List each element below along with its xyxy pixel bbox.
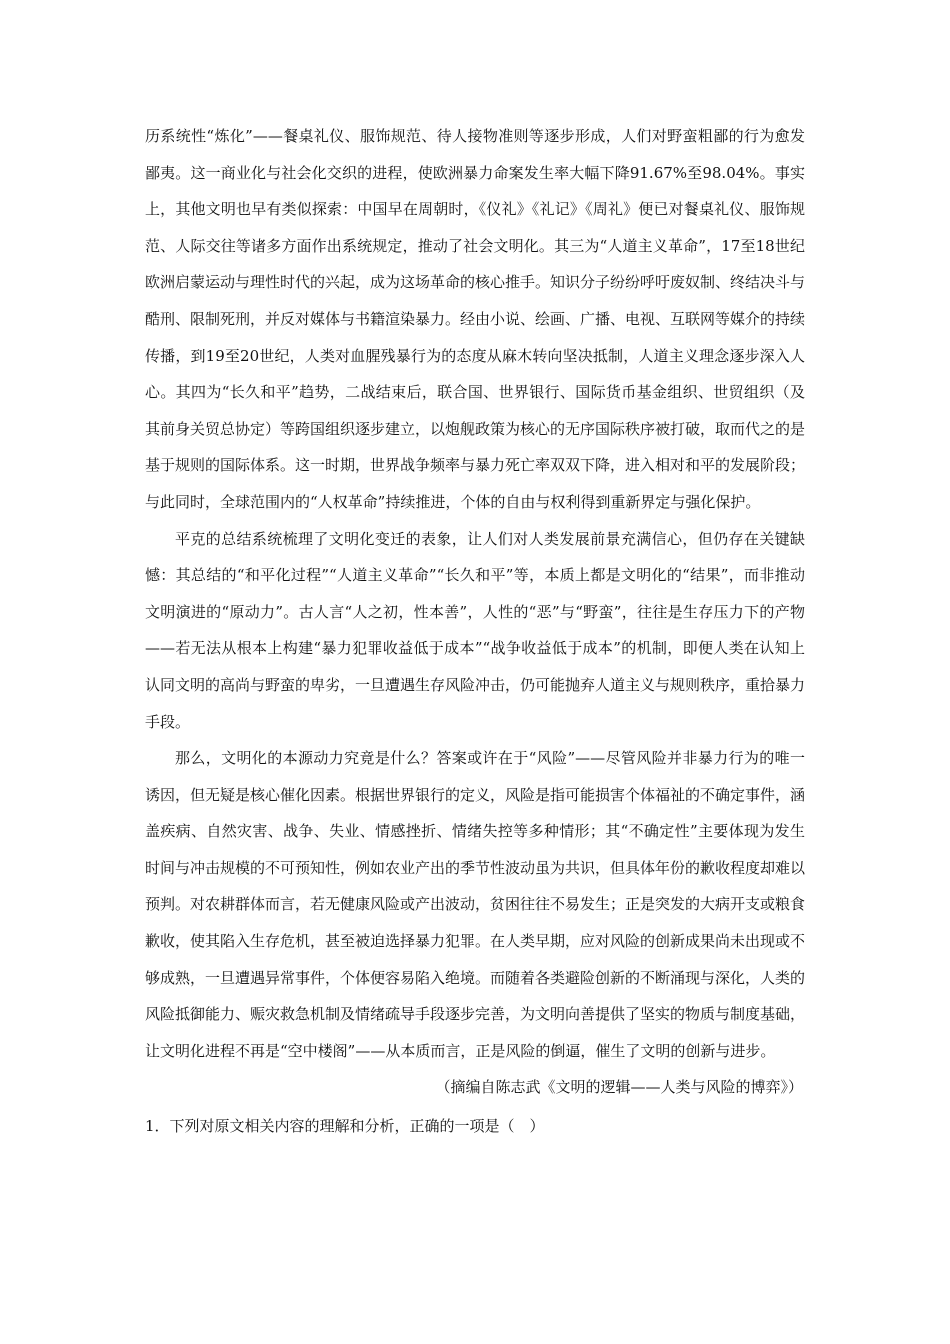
source-citation: （摘编自陈志武《文明的逻辑——人类与风险的博弈》） <box>435 1078 803 1097</box>
question-1: 1．下列对原文相关内容的理解和分析，正确的一项是（ ） <box>145 1117 545 1136</box>
paragraph-2: 平克的总结系统梳理了文明化变迁的表象，让人们对人类发展前景充满信心，但仍存在关键缺憾：其总结的“和平化过程”“人道主义革命”“长久和平”等，本质上都是文明化的“结果”，而非推动文明演进的“原动力”。古人言“人之初，性本善”，人性的“恶”与“野蛮”，往往是生存压力下的产物——若无法从根本上构建“暴力犯罪收益低于成本”“战争收益低于成本”的机制，即便人类在认知上认同文明的高尚与野蛮的卑劣，一旦遭遇生存风险冲击，仍可能抛弃人道主义与规则秩序，重拾暴力手段。 <box>145 529 806 731</box>
paragraph-3: 那么，文明化的本源动力究竟是什么？答案或许在于“风险”——尽管风险并非暴力行为的唯一诱因，但无疑是核心催化因素。根据世界银行的定义，风险是指可能损害个体福祉的不确定事件，涵盖疾病、自然灾害、战争、失业、情感挫折、情绪失控等多种情形；其“不确定性”主要体现为发生时间与冲击规模的不可预知性，例如农业产出的季节性波动虽为共识，但具体年份的歉收程度却难以预判。对农耕群体而言，若无健康风险或产出波动，贫困往往不易发生；正是突发的大病开支或粮食歉收，使其陷入生存危机，甚至被迫选择暴力犯罪。在人类早期，应对风险的创新成果尚未出现或不够成熟，一旦遭遇异常事件，个体便容易陷入绝境。而随着各类避险创新的不断涌现与深化，人类的风险抵御能力、赈灾救急机制及情绪疏导手段逐步完善，为文明向善提供了坚实的物质与制度基础，让文明化进程不再是“空中楼阁”——从本质而言，正是风险的倒逼，催生了文明的创新与进步。 <box>145 749 806 1060</box>
paragraph-1: 历系统性“炼化”——餐桌礼仪、服饰规范、待人接物准则等逐步形成，人们对野蛮粗鄙的行为愈发鄙夷。这一商业化与社会化交织的进程，使欧洲暴力命案发生率大幅下降91.67%至98.04%。事实上，其他文明也早有类似探索：中国早在周朝时，《仪礼》《礼记》《周礼》便已对餐桌礼仪、服饰规范、人际交往等诸多方面作出系统规定，推动了社会文明化。其三为“人道主义革命”，17至18世纪欧洲启蒙运动与理性时代的兴起，成为这场革命的核心推手。知识分子纷纷呼吁废奴制、终结决斗与酷刑、限制死刑，并反对媒体与书籍渲染暴力。经由小说、绘画、广播、电视、互联网等媒介的持续传播，到19至20世纪，人类对血腥残暴行为的态度从麻木转向坚决抵制，人道主义理念逐步深入人心。其四为“长久和平”趋势，二战结束后，联合国、世界银行、国际货币基金组织、世贸组织（及其前身关贸总协定）等跨国组织逐步建立，以炮舰政策为核心的无序国际秩序被打破，取而代之的是基于规则的国际体系。这一时期，世界战争频率与暴力死亡率双双下降，进入相对和平的发展阶段；与此同时，全球范围内的“人权革命”持续推进，个体的自由与权利得到重新界定与强化保护。 <box>145 127 806 511</box>
document-page <box>145 118 805 1145</box>
